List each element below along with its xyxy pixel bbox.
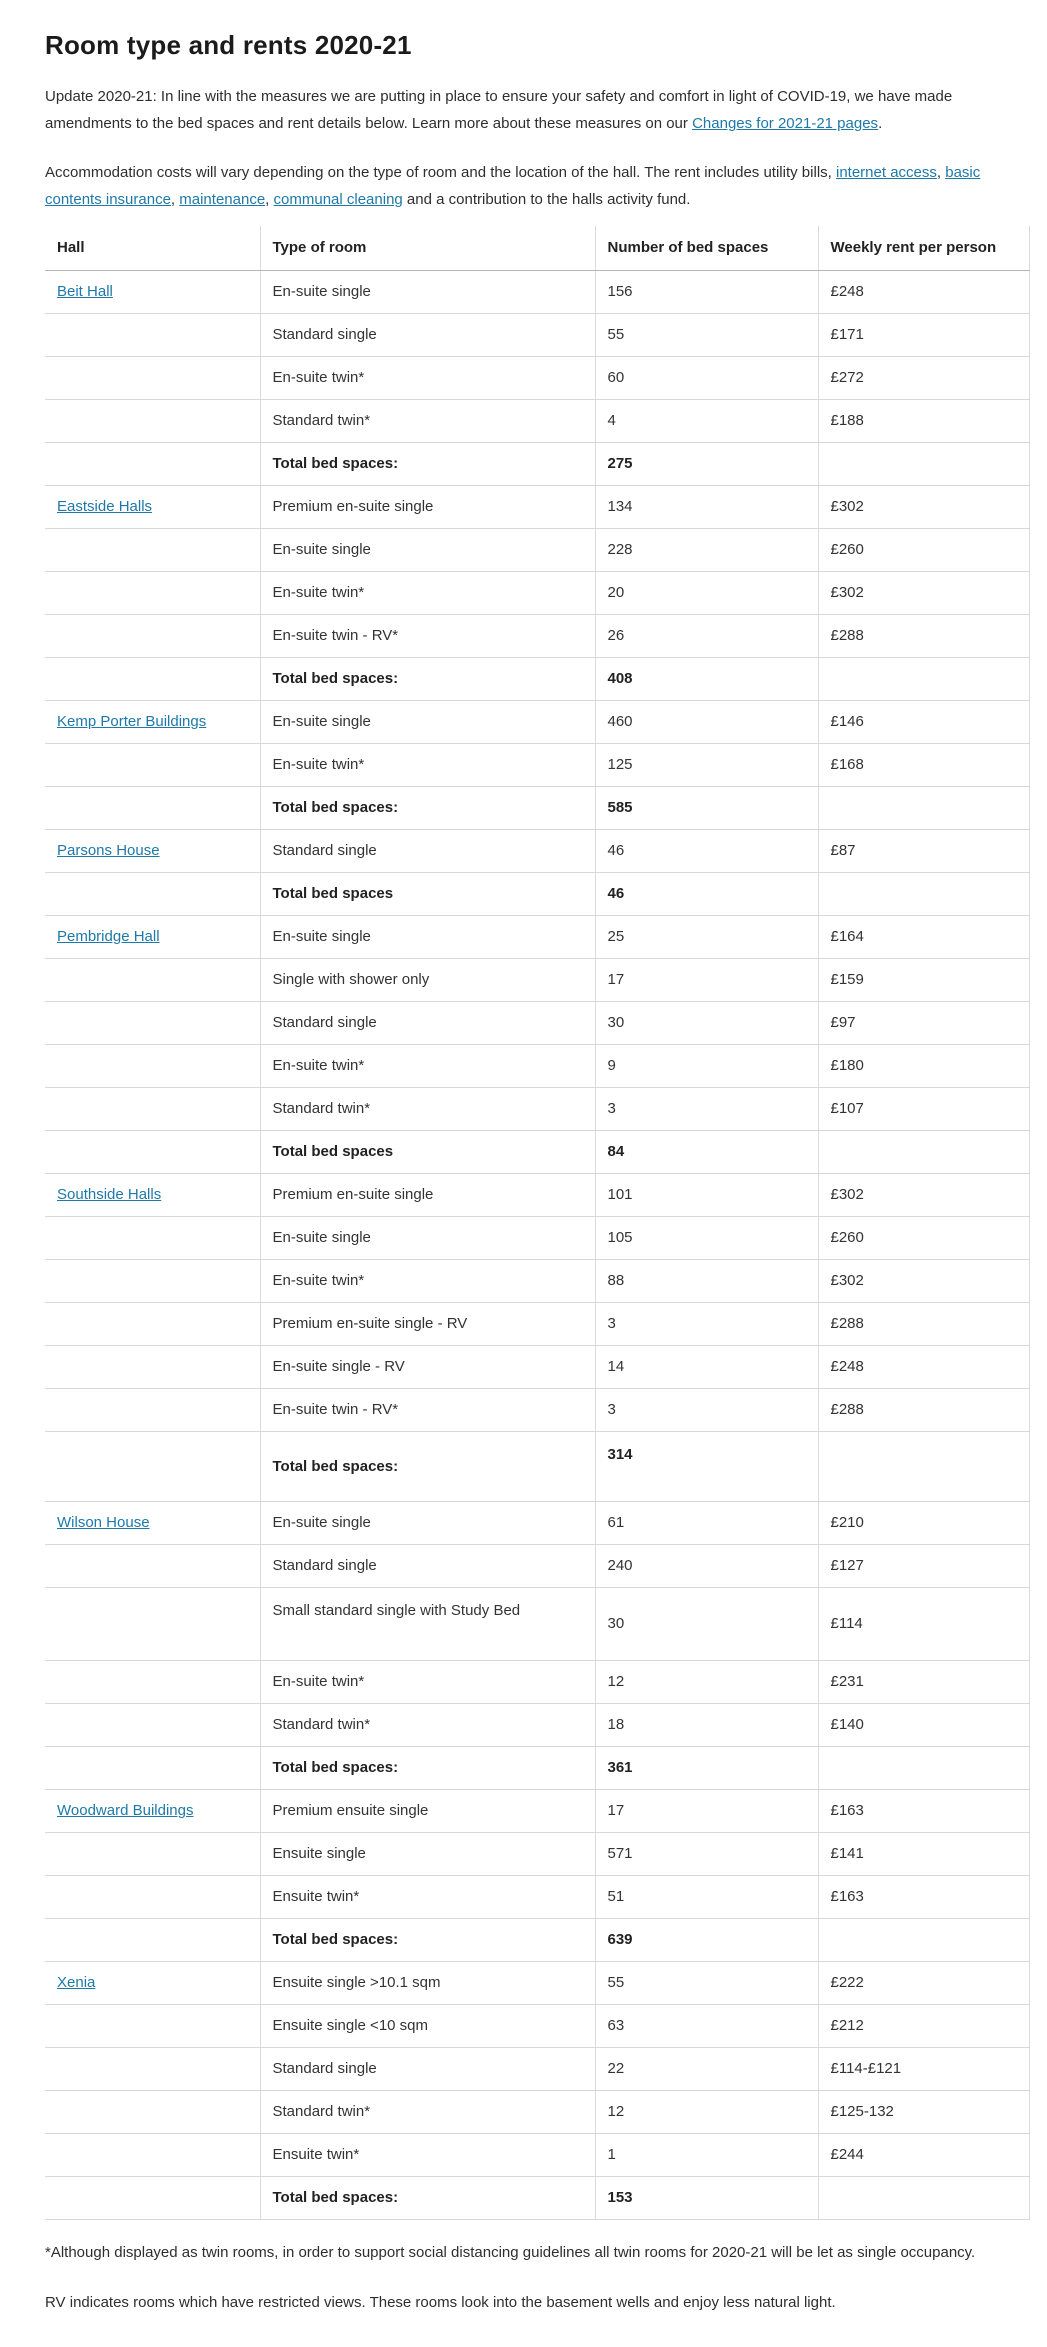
total-row [45, 1918, 1029, 1961]
bed-spaces-cell: 1 [595, 2133, 818, 2176]
room-row [45, 1875, 1029, 1918]
weekly-rent-cell: £171 [818, 313, 1029, 356]
bed-spaces-cell: 12 [595, 2090, 818, 2133]
room-row [45, 1501, 1029, 1544]
bed-spaces-cell: 30 [595, 1001, 818, 1044]
weekly-rent-cell: £140 [818, 1703, 1029, 1746]
total-row [45, 786, 1029, 829]
bed-spaces-cell: 12 [595, 1660, 818, 1703]
room-type-cell: Ensuite single <10 sqm [260, 2004, 595, 2047]
hall-cell [45, 1961, 260, 2004]
total-row [45, 872, 1029, 915]
restricted-views-footnote: RV indicates rooms which have restricted views. These rooms look into the basement wells and enjoy less natural light. [45, 2293, 836, 2311]
maintenance-link[interactable]: maintenance [179, 191, 266, 209]
hall-cell [45, 1501, 260, 1544]
bed-spaces-cell: 84 [595, 1130, 818, 1173]
room-row [45, 2090, 1029, 2133]
room-row [45, 958, 1029, 1001]
room-type-cell: En-suite single - RV [260, 1345, 595, 1388]
room-type-cell: Standard twin* [260, 1087, 595, 1130]
room-row [45, 1703, 1029, 1746]
weekly-rent-cell: £302 [818, 571, 1029, 614]
bed-spaces-cell: 17 [595, 1789, 818, 1832]
hall-cell [45, 2133, 260, 2176]
weekly-rent-cell: £260 [818, 1216, 1029, 1259]
text-segment: , [265, 191, 274, 209]
total-row [45, 1746, 1029, 1789]
hall-cell [45, 1130, 260, 1173]
room-type-cell: En-suite twin - RV* [260, 1388, 595, 1431]
weekly-rent-cell: £222 [818, 1961, 1029, 2004]
room-row [45, 2047, 1029, 2090]
room-type-cell: Standard single [260, 1001, 595, 1044]
bed-spaces-cell: 63 [595, 2004, 818, 2047]
hall-cell [45, 1544, 260, 1587]
hall-cell [45, 872, 260, 915]
bed-spaces-cell: 3 [595, 1302, 818, 1345]
room-type-cell: Premium en-suite single [260, 485, 595, 528]
hall-cell [45, 1587, 260, 1660]
hall-cell [45, 1660, 260, 1703]
weekly-rent-cell: £163 [818, 1875, 1029, 1918]
total-label-cell: Total bed spaces: [260, 442, 595, 485]
text-segment: , [936, 164, 946, 182]
weekly-rent-cell: £288 [818, 1302, 1029, 1345]
bed-spaces-cell: 228 [595, 528, 818, 571]
room-row [45, 1087, 1029, 1130]
room-row [45, 1587, 1029, 1660]
bed-spaces-cell: 408 [595, 657, 818, 700]
room-row [45, 1259, 1029, 1302]
accommodation-costs-paragraph [45, 159, 1040, 213]
weekly-rent-cell [818, 1130, 1029, 1173]
twin-rooms-footnote: *Although displayed as twin rooms, in order to support social distancing guidelines all twin rooms for 2020-21 will be let as single occupancy. [45, 2243, 976, 2261]
weekly-rent-cell: £168 [818, 743, 1029, 786]
room-row [45, 1173, 1029, 1216]
room-type-cell: Standard single [260, 1544, 595, 1587]
weekly-rent-cell: £107 [818, 1087, 1029, 1130]
hall-cell [45, 1345, 260, 1388]
hall-cell [45, 1001, 260, 1044]
weekly-rent-cell: £141 [818, 1832, 1029, 1875]
hall-cell [45, 1703, 260, 1746]
room-row [45, 614, 1029, 657]
bed-spaces-cell: 25 [595, 915, 818, 958]
bed-spaces-cell: 156 [595, 270, 818, 313]
hall-cell [45, 743, 260, 786]
hall-cell [45, 657, 260, 700]
total-row [45, 657, 1029, 700]
room-row [45, 399, 1029, 442]
weekly-rent-cell: £244 [818, 2133, 1029, 2176]
bed-spaces-cell: 639 [595, 1918, 818, 1961]
total-label-cell: Total bed spaces [260, 872, 595, 915]
hall-link-parsons-house[interactable]: Parsons House [57, 842, 160, 860]
room-row [45, 1001, 1029, 1044]
room-type-cell: En-suite twin* [260, 356, 595, 399]
bed-spaces-cell: 22 [595, 2047, 818, 2090]
header-row [45, 226, 1029, 270]
bed-spaces-cell: 460 [595, 700, 818, 743]
text-segment: . [878, 115, 883, 133]
room-row [45, 1961, 1029, 2004]
hall-cell [45, 528, 260, 571]
communal-cleaning-link[interactable]: communal cleaning [273, 191, 403, 209]
room-type-cell: Ensuite single [260, 1832, 595, 1875]
room-type-cell: Ensuite twin* [260, 1875, 595, 1918]
hall-link-woodward-buildings[interactable]: Woodward Buildings [57, 1802, 194, 1820]
bed-spaces-cell: 101 [595, 1173, 818, 1216]
bed-spaces-cell: 125 [595, 743, 818, 786]
hall-cell [45, 485, 260, 528]
hall-link-wilson-house[interactable]: Wilson House [57, 1514, 150, 1532]
room-row [45, 1044, 1029, 1087]
weekly-rent-cell [818, 442, 1029, 485]
room-type-cell: Standard twin* [260, 2090, 595, 2133]
column-header-weekly-rent-per-person: Weekly rent per person [818, 226, 1029, 270]
weekly-rent-cell: £302 [818, 1173, 1029, 1216]
room-type-cell: Ensuite single >10.1 sqm [260, 1961, 595, 2004]
total-label-cell: Total bed spaces [260, 1130, 595, 1173]
hall-link-xenia[interactable]: Xenia [57, 1974, 96, 1992]
weekly-rent-cell: £212 [818, 2004, 1029, 2047]
bed-spaces-cell: 153 [595, 2176, 818, 2219]
room-type-cell: Standard single [260, 2047, 595, 2090]
column-header-type-of-room: Type of room [260, 226, 595, 270]
room-type-cell: Standard twin* [260, 399, 595, 442]
hall-cell [45, 958, 260, 1001]
column-header-hall: Hall [45, 226, 260, 270]
weekly-rent-cell: £163 [818, 1789, 1029, 1832]
text-segment: Accommodation costs will vary depending on the type of room and the location of the hall. The rent includes utility bills, [45, 164, 836, 182]
hall-cell [45, 1746, 260, 1789]
table-header [45, 226, 1029, 270]
bed-spaces-cell: 585 [595, 786, 818, 829]
room-type-cell: En-suite twin* [260, 1044, 595, 1087]
bed-spaces-cell: 9 [595, 1044, 818, 1087]
hall-cell [45, 313, 260, 356]
weekly-rent-cell [818, 657, 1029, 700]
column-header-number-of-bed-spaces: Number of bed spaces [595, 226, 818, 270]
bed-spaces-cell: 14 [595, 1345, 818, 1388]
bed-spaces-cell: 46 [595, 829, 818, 872]
hall-cell [45, 1789, 260, 1832]
bed-spaces-cell: 46 [595, 872, 818, 915]
room-type-cell: Ensuite twin* [260, 2133, 595, 2176]
room-type-cell: En-suite twin - RV* [260, 614, 595, 657]
hall-cell [45, 1216, 260, 1259]
weekly-rent-cell: £288 [818, 1388, 1029, 1431]
weekly-rent-cell [818, 1918, 1029, 1961]
total-row [45, 1431, 1029, 1501]
room-row [45, 1216, 1029, 1259]
room-type-cell: Standard single [260, 313, 595, 356]
room-row [45, 743, 1029, 786]
room-row [45, 1789, 1029, 1832]
room-type-cell: Single with shower only [260, 958, 595, 1001]
hall-cell [45, 786, 260, 829]
bed-spaces-cell: 18 [595, 1703, 818, 1746]
text-segment: and a contribution to the halls activity fund. [402, 191, 691, 209]
internet-access-link[interactable]: internet access [836, 164, 937, 182]
bed-spaces-cell: 51 [595, 1875, 818, 1918]
bed-spaces-cell: 134 [595, 485, 818, 528]
hall-link-kemp-porter-buildings[interactable]: Kemp Porter Buildings [57, 713, 207, 731]
room-type-cell: En-suite twin* [260, 743, 595, 786]
hall-cell [45, 2176, 260, 2219]
room-type-cell: En-suite single [260, 700, 595, 743]
bed-spaces-cell: 30 [595, 1587, 818, 1660]
weekly-rent-cell: £114-£121 [818, 2047, 1029, 2090]
weekly-rent-cell: £87 [818, 829, 1029, 872]
hall-link-beit-hall[interactable]: Beit Hall [57, 283, 113, 301]
total-label-cell: Total bed spaces: [260, 657, 595, 700]
weekly-rent-cell: £260 [818, 528, 1029, 571]
hall-cell [45, 356, 260, 399]
weekly-rent-cell: £127 [818, 1544, 1029, 1587]
bed-spaces-cell: 26 [595, 614, 818, 657]
total-label-cell: Total bed spaces: [260, 786, 595, 829]
bed-spaces-cell: 275 [595, 442, 818, 485]
total-row [45, 2176, 1029, 2219]
weekly-rent-cell: £248 [818, 270, 1029, 313]
hall-cell [45, 614, 260, 657]
total-row [45, 442, 1029, 485]
bed-spaces-cell: 240 [595, 1544, 818, 1587]
weekly-rent-cell [818, 1431, 1029, 1501]
hall-cell [45, 2090, 260, 2133]
room-type-cell: En-suite single [260, 1501, 595, 1544]
hall-cell [45, 1918, 260, 1961]
room-row [45, 485, 1029, 528]
room-type-cell: Premium en-suite single [260, 1173, 595, 1216]
hall-cell [45, 1832, 260, 1875]
hall-cell [45, 1259, 260, 1302]
room-type-cell: En-suite twin* [260, 571, 595, 614]
room-row [45, 700, 1029, 743]
hall-cell [45, 1044, 260, 1087]
hall-cell [45, 270, 260, 313]
hall-cell [45, 1388, 260, 1431]
bed-spaces-cell: 314 [595, 1431, 818, 1501]
room-row [45, 1388, 1029, 1431]
room-row [45, 1832, 1029, 1875]
room-type-cell: En-suite single [260, 915, 595, 958]
weekly-rent-cell: £248 [818, 1345, 1029, 1388]
room-type-cell: En-suite single [260, 1216, 595, 1259]
room-row [45, 1345, 1029, 1388]
room-type-cell: Small standard single with Study Bed [260, 1587, 595, 1660]
weekly-rent-cell: £231 [818, 1660, 1029, 1703]
hall-cell [45, 1875, 260, 1918]
weekly-rent-cell [818, 1746, 1029, 1789]
room-row [45, 2004, 1029, 2047]
bed-spaces-cell: 571 [595, 1832, 818, 1875]
basic-contents-insurance-link[interactable]: basic contents insurance [45, 164, 981, 209]
room-row [45, 1660, 1029, 1703]
weekly-rent-cell [818, 786, 1029, 829]
room-row [45, 313, 1029, 356]
weekly-rent-cell: £272 [818, 356, 1029, 399]
update-2020-21-paragraph [45, 83, 1040, 137]
hall-cell [45, 1431, 260, 1501]
hall-cell [45, 2047, 260, 2090]
hall-cell [45, 2004, 260, 2047]
hall-cell [45, 1173, 260, 1216]
bed-spaces-cell: 20 [595, 571, 818, 614]
room-row [45, 1302, 1029, 1345]
hall-link-southside-halls[interactable]: Southside Halls [57, 1186, 162, 1204]
hall-cell [45, 829, 260, 872]
room-row [45, 915, 1029, 958]
room-row [45, 829, 1029, 872]
hall-cell [45, 1302, 260, 1345]
page-title: Room type and rents 2020-21 [45, 30, 412, 60]
weekly-rent-cell: £114 [818, 1587, 1029, 1660]
total-label-cell: Total bed spaces: [260, 1746, 595, 1789]
hall-cell [45, 399, 260, 442]
bed-spaces-cell: 361 [595, 1746, 818, 1789]
hall-link-eastside-halls[interactable]: Eastside Halls [57, 498, 153, 516]
weekly-rent-cell [818, 2176, 1029, 2219]
hall-cell [45, 571, 260, 614]
room-type-cell: En-suite single [260, 270, 595, 313]
weekly-rent-cell [818, 872, 1029, 915]
text-segment: Update 2020-21: In line with the measures we are putting in place to ensure your safety and comfort in light of COVID-19, we have made amendments to the bed spaces and rent details below. Learn more about these measures on our [45, 88, 953, 133]
room-row [45, 270, 1029, 313]
weekly-rent-cell: £146 [818, 700, 1029, 743]
total-row [45, 1130, 1029, 1173]
weekly-rent-cell: £188 [818, 399, 1029, 442]
room-type-cell: Standard single [260, 829, 595, 872]
total-label-cell: Total bed spaces: [260, 1431, 595, 1501]
weekly-rent-cell: £125-132 [818, 2090, 1029, 2133]
room-type-cell: Premium ensuite single [260, 1789, 595, 1832]
room-row [45, 528, 1029, 571]
hall-link-pembridge-hall[interactable]: Pembridge Hall [57, 928, 160, 946]
weekly-rent-cell: £159 [818, 958, 1029, 1001]
weekly-rent-cell: £288 [818, 614, 1029, 657]
bed-spaces-cell: 88 [595, 1259, 818, 1302]
hall-cell [45, 700, 260, 743]
weekly-rent-cell: £302 [818, 1259, 1029, 1302]
bed-spaces-cell: 3 [595, 1087, 818, 1130]
room-row [45, 356, 1029, 399]
bed-spaces-cell: 61 [595, 1501, 818, 1544]
hall-cell [45, 442, 260, 485]
text-segment: , [170, 191, 180, 209]
total-label-cell: Total bed spaces: [260, 1918, 595, 1961]
room-row [45, 2133, 1029, 2176]
hall-cell [45, 1087, 260, 1130]
bed-spaces-cell: 3 [595, 1388, 818, 1431]
room-type-cell: Standard twin* [260, 1703, 595, 1746]
bed-spaces-cell: 55 [595, 313, 818, 356]
room-type-cell: Premium en-suite single - RV [260, 1302, 595, 1345]
bed-spaces-cell: 4 [595, 399, 818, 442]
room-type-cell: En-suite twin* [260, 1660, 595, 1703]
bed-spaces-cell: 55 [595, 1961, 818, 2004]
room-type-cell: En-suite twin* [260, 1259, 595, 1302]
bed-spaces-cell: 105 [595, 1216, 818, 1259]
weekly-rent-cell: £302 [818, 485, 1029, 528]
room-row [45, 571, 1029, 614]
room-type-cell: En-suite single [260, 528, 595, 571]
weekly-rent-cell: £164 [818, 915, 1029, 958]
weekly-rent-cell: £97 [818, 1001, 1029, 1044]
hall-cell [45, 915, 260, 958]
room-rents-table [45, 226, 1030, 2220]
weekly-rent-cell: £210 [818, 1501, 1029, 1544]
room-row [45, 1544, 1029, 1587]
weekly-rent-cell: £180 [818, 1044, 1029, 1087]
total-label-cell: Total bed spaces: [260, 2176, 595, 2219]
bed-spaces-cell: 60 [595, 356, 818, 399]
changes-for-2021-21-pages-link[interactable]: Changes for 2021-21 pages [692, 115, 879, 133]
bed-spaces-cell: 17 [595, 958, 818, 1001]
